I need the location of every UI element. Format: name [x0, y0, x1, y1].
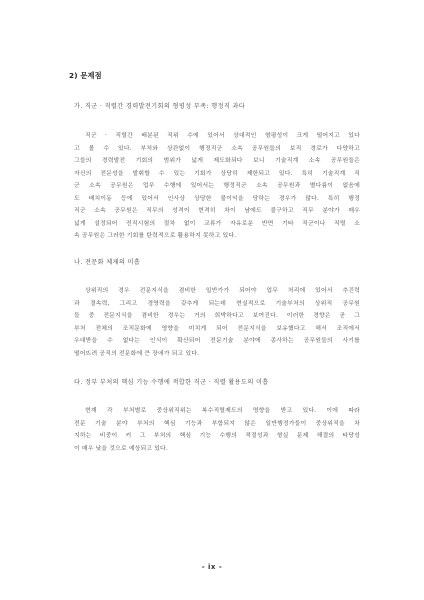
paragraph-line: 자신의 전문성을 발휘할 수 있는 기회가 상당히 제한되고 있다. 특히 기술직계 직 [74, 170, 360, 177]
paragraph-line: 부처 전체의 조직문화에 영향을 미치게 되어 전문지식을 보유했다고 해서 조직에서 [74, 325, 360, 332]
paragraph-line: 속 공무원은 그러한 기회를 탄력적으로 활용하지 못하고 있다. [74, 233, 237, 239]
paragraph-line: 이 매우 낮을 것으로 예상되고 있다. [74, 445, 168, 452]
section-title: 2) 문제점 [69, 71, 102, 80]
subsection-heading-c: 다. 정부 부처의 핵심 기능 수행에 적합한 직군 · 직렬 활용도의 미흡 [74, 379, 269, 386]
subsection-heading-b: 나. 전문화 체제의 미흡 [74, 259, 141, 266]
paragraph-line: 상위직의 경우 전문지식을 겸비한 일반가가 되어야 업무 처리에 있어서 추진력 [85, 288, 360, 294]
paragraph-line: 들 중 전문지식을 겸비한 경우는 거의 희박하다고 보여진다. 이러한 경향은 곧 그 [74, 313, 360, 319]
paragraph-line: 과 결속력, 그리고 경영력을 갖추게 되는데 현실적으로 기술부처의 상위직 공무원 [74, 300, 360, 307]
paragraph-b [74, 285, 360, 360]
paragraph-line: 넓게 설정되어 전직시험의 절차 없이 교류가 자유로운 반면 기타 직군이나 직렬 소 [74, 220, 360, 227]
paragraph-line: 직군 · 직렬간 배분된 직위 수에 있어서 상대적인 형평성이 크게 떨어지고 있다 [85, 133, 360, 139]
paragraph-a [74, 130, 360, 243]
paragraph-line: 직군 소속 공무원은 직무의 성격이 현격히 차이 남에도 불구하고 직무 분야가 매우 [74, 208, 360, 214]
paragraph-line: 현재 각 부처별로 중상위직위는 복수직렬제도의 영향을 받고 있다. 이에 따라 [85, 408, 360, 414]
paragraph-c [74, 405, 360, 455]
paragraph-line: 군 소속 공무원은 업무 수행에 있어서는 행정직군 소속 공무원과 별다름이 없음에 [74, 183, 360, 189]
paragraph-line: 떨어뜨려 공직의 전문화에 큰 장애가 되고 있다. [74, 350, 200, 357]
paragraph-line: 그들의 경력발전 기회의 범위가 넓게 제도화되다 보니 기술직계 소속 공무원들은 [74, 158, 360, 164]
page-number: - ix - [201, 563, 223, 571]
paragraph-line: 전문 기술 분야 부처의 핵심 기능과 부합되지 않은 일반행정가들이 중상위직을 차 [74, 420, 360, 427]
paragraph-line: 우대받을 수 없다는 인식이 확산되어 전문기술 분야에 종사하는 공무원들의 사기를 [74, 338, 360, 344]
paragraph-line: 지하는 비중이 커 그 부처의 핵심 기능 수행의 적절성과 형실 문제 해결의 타당성 [74, 433, 360, 439]
paragraph-line: 도 배치이동 등에 있어서 인사상 상당한 불이익을 당하는 경우가 많다. 특히 행정 [74, 195, 360, 202]
paragraph-line: 고 볼 수 있다. 부처와 상관없이 행정직군 소속 공무원들의 보직 경로가 다양하고 [74, 145, 360, 152]
subsection-heading-a: 가. 직군 · 직렬간 경력발전기회의 형평성 부족: 행정직 과다 [74, 103, 246, 110]
